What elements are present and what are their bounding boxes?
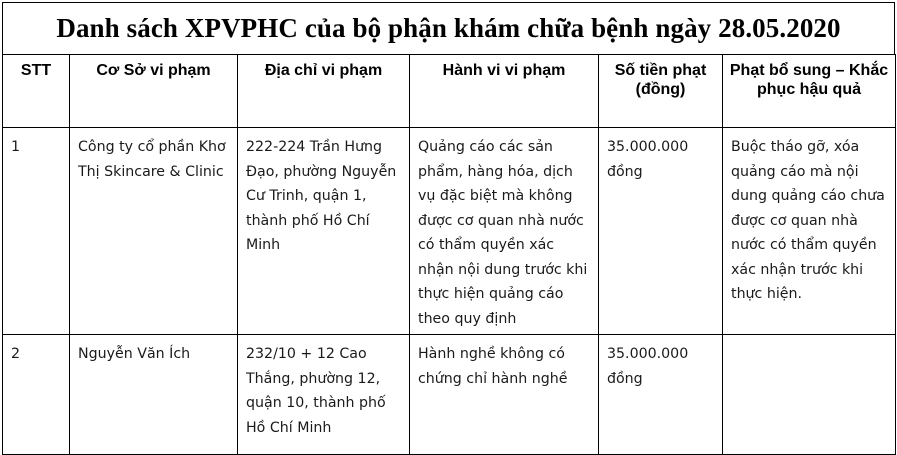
violations-table — [2, 54, 896, 455]
cell-address: 232/10 + 12 Cao Thắng, phường 12, quận 10, thành phố Hồ Chí Minh — [238, 335, 410, 455]
header-fine: Số tiền phạt (đồng) — [599, 55, 723, 128]
cell-stt: 1 — [3, 128, 70, 335]
cell-remedy: Buộc tháo gỡ, xóa quảng cáo mà nội dung quảng cáo chưa được cơ quan nhà nước có thẩm quyền xác nhận trước khi thực hiện. — [723, 128, 896, 335]
cell-fine: 35.000.000 đồng — [599, 128, 723, 335]
title-box — [2, 2, 895, 54]
cell-facility: Nguyễn Văn Ích — [70, 335, 238, 455]
cell-violation: Quảng cáo các sản phẩm, hàng hóa, dịch vụ đặc biệt mà không được cơ quan nhà nước có thẩm quyền xác nhận nội dung trước khi thực hiện quảng cáo theo quy định — [410, 128, 599, 335]
table-header-row — [3, 55, 896, 128]
cell-facility: Công ty cổ phần Khơ Thị Skincare & Clinic — [70, 128, 238, 335]
table-row — [3, 128, 896, 335]
table-row — [3, 335, 896, 455]
cell-violation: Hành nghề không có chứng chỉ hành nghề — [410, 335, 599, 455]
document-title: Danh sách XPVPHC của bộ phận khám chữa bệnh ngày 28.05.2020 — [56, 13, 841, 43]
header-address: Địa chỉ vi phạm — [238, 55, 410, 128]
header-facility: Cơ Sở vi phạm — [70, 55, 238, 128]
header-stt: STT — [3, 55, 70, 128]
header-violation: Hành vi vi phạm — [410, 55, 599, 128]
header-remedy: Phạt bổ sung – Khắc phục hậu quả — [723, 55, 896, 128]
cell-remedy — [723, 335, 896, 455]
cell-fine: 35.000.000 đồng — [599, 335, 723, 455]
cell-stt: 2 — [3, 335, 70, 455]
cell-address: 222-224 Trần Hưng Đạo, phường Nguyễn Cư Trinh, quận 1, thành phố Hồ Chí Minh — [238, 128, 410, 335]
